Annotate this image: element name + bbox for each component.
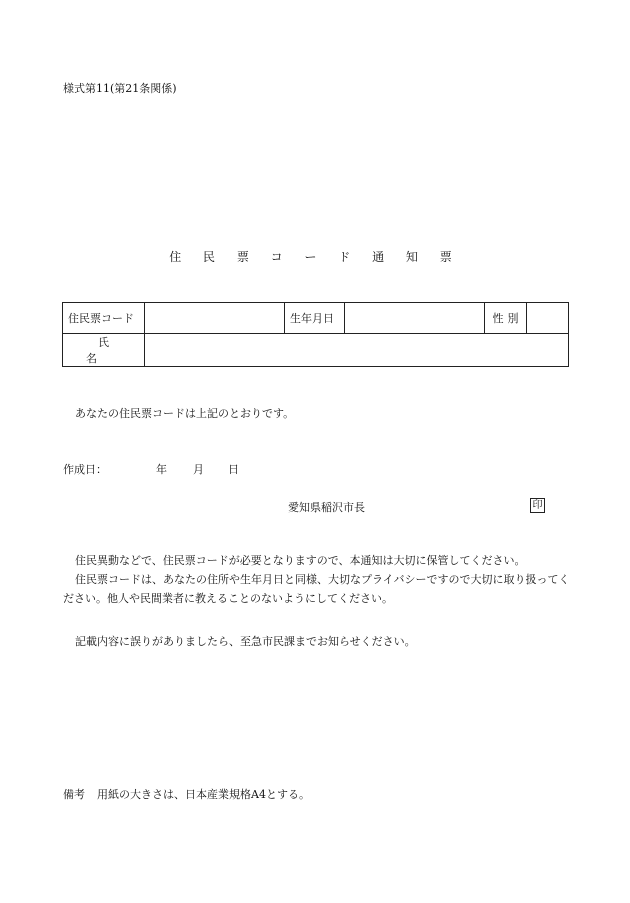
form-number: 様式第11(第21条関係) [63,82,177,95]
seal-mark: 印 [530,498,545,513]
remarks-label: 備考 [63,788,85,801]
name-label: 氏名 [63,334,145,367]
code-label: 住民票コード [63,303,145,334]
gender-value-cell [527,303,569,334]
date-label: 作成日： [63,463,107,476]
table-row-code [63,303,569,334]
issuer-name: 愛知県稲沢市長 [288,501,365,514]
table-row-name [63,334,569,367]
document-title: 住 民 票 コ ー ド 通 知 票 [169,250,461,264]
code-table [62,302,569,367]
remarks [63,786,310,802]
guidance-paragraph [63,551,573,608]
notice-text: あなたの住民票コードは上記のとおりです。 [75,407,295,420]
guidance-line-privacy: 住民票コードは、あなたの住所や生年月日と同様、大切なプライバシーですので大切に取り扱ってください。他人や民間業者に教えることのないようにしてください。 [63,573,570,605]
birth-label: 生年月日 [285,303,345,334]
birth-value-cell [345,303,485,334]
date-day-label: 日 [228,463,239,476]
date-year-label: 年 [156,463,167,476]
correction-text: 記載内容に誤りがありましたら、至急市民課までお知らせください。 [75,635,416,648]
guidance-line-storage: 住民異動などで、住民票コードが必要となりますので、本通知は大切に保管してください。 [75,554,526,567]
gender-label: 性別 [485,303,527,334]
date-month-label: 月 [193,463,204,476]
remarks-text: 用紙の大きさは、日本産業規格A4とする。 [97,788,310,801]
correction-paragraph [63,632,573,651]
code-value-cell [145,303,285,334]
name-value-cell [145,334,569,367]
